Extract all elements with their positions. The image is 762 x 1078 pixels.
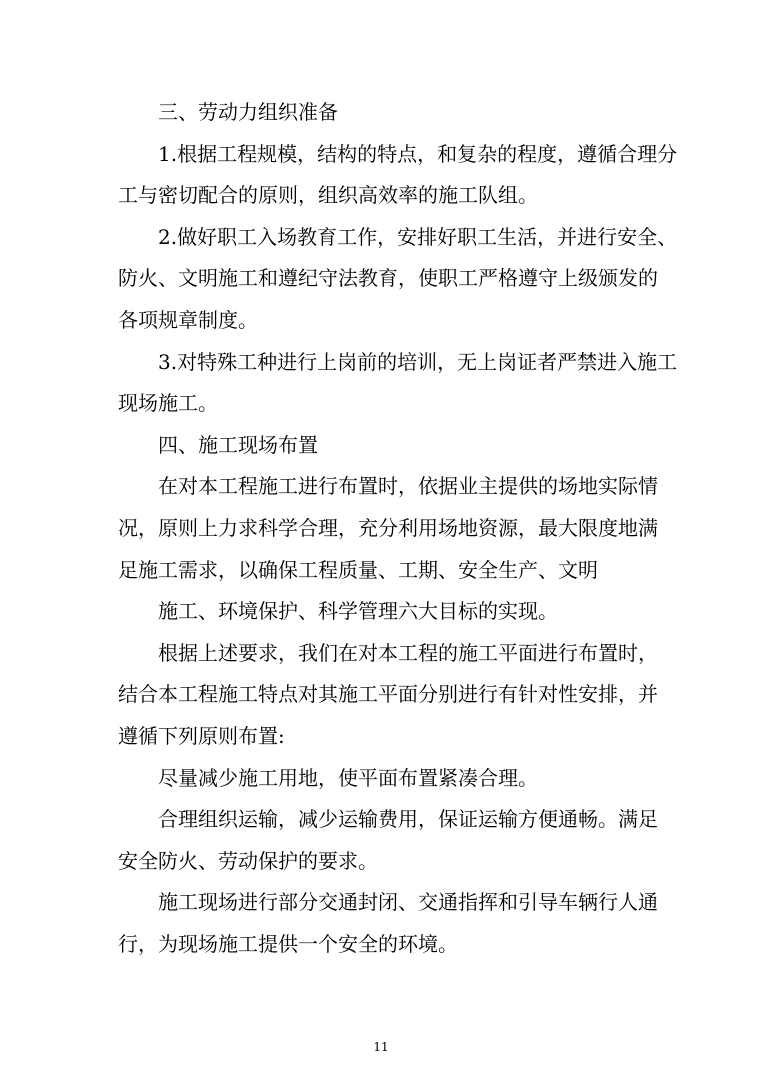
- section-heading-labor: 三、劳动力组织准备: [158, 100, 338, 124]
- paragraph-line: 尽量减少施工用地，使平面布置紧凑合理。: [158, 765, 538, 790]
- paragraph-line: 遵循下列原则布置:: [118, 723, 285, 748]
- paragraph-line: 各项规章制度。: [118, 307, 258, 332]
- paragraph-line: 1.根据工程规模，结构的特点，和复杂的程度，遵循合理分: [158, 141, 678, 166]
- paragraph-line: 2.做好职工入场教育工作，安排好职工生活，并进行安全、: [158, 224, 678, 249]
- paragraph-line: 施工、环境保护、科学管理六大目标的实现。: [158, 599, 558, 624]
- body-text: [118, 92, 678, 965]
- paragraph-line: 防火、文明施工和遵纪守法教育，使职工严格遵守上级颁发的: [118, 266, 658, 291]
- paragraph-line: 足施工需求，以确保工程质量、工期、安全生产、文明: [118, 557, 598, 582]
- paragraph-line: 3.对特殊工种进行上岗前的培训，无上岗证者严禁进入施工: [158, 349, 678, 374]
- paragraph-line: 况，原则上力求科学合理，充分利用场地资源，最大限度地满: [118, 515, 658, 540]
- paragraph-line: 结合本工程施工特点对其施工平面分别进行有针对性安排，并: [118, 682, 658, 707]
- page-number: 11: [373, 1040, 389, 1054]
- paragraph-line: 行，为现场施工提供一个安全的环境。: [118, 931, 458, 956]
- paragraph-line: 合理组织运输，减少运输费用，保证运输方便通畅。满足: [158, 807, 658, 832]
- paragraph-line: 施工现场进行部分交通封闭、交通指挥和引导车辆行人通: [158, 890, 658, 915]
- paragraph-line: 安全防火、劳动保护的要求。: [118, 848, 378, 873]
- paragraph-line: 根据上述要求，我们在对本工程的施工平面进行布置时，: [158, 640, 658, 665]
- paragraph-line: 工与密切配合的原则，组织高效率的施工队组。: [118, 183, 538, 208]
- paragraph-line: 在对本工程施工进行布置时，依据业主提供的场地实际情: [158, 474, 658, 499]
- paragraph-line: 现场施工。: [118, 391, 218, 416]
- section-heading-site-layout: 四、施工现场布置: [158, 432, 318, 457]
